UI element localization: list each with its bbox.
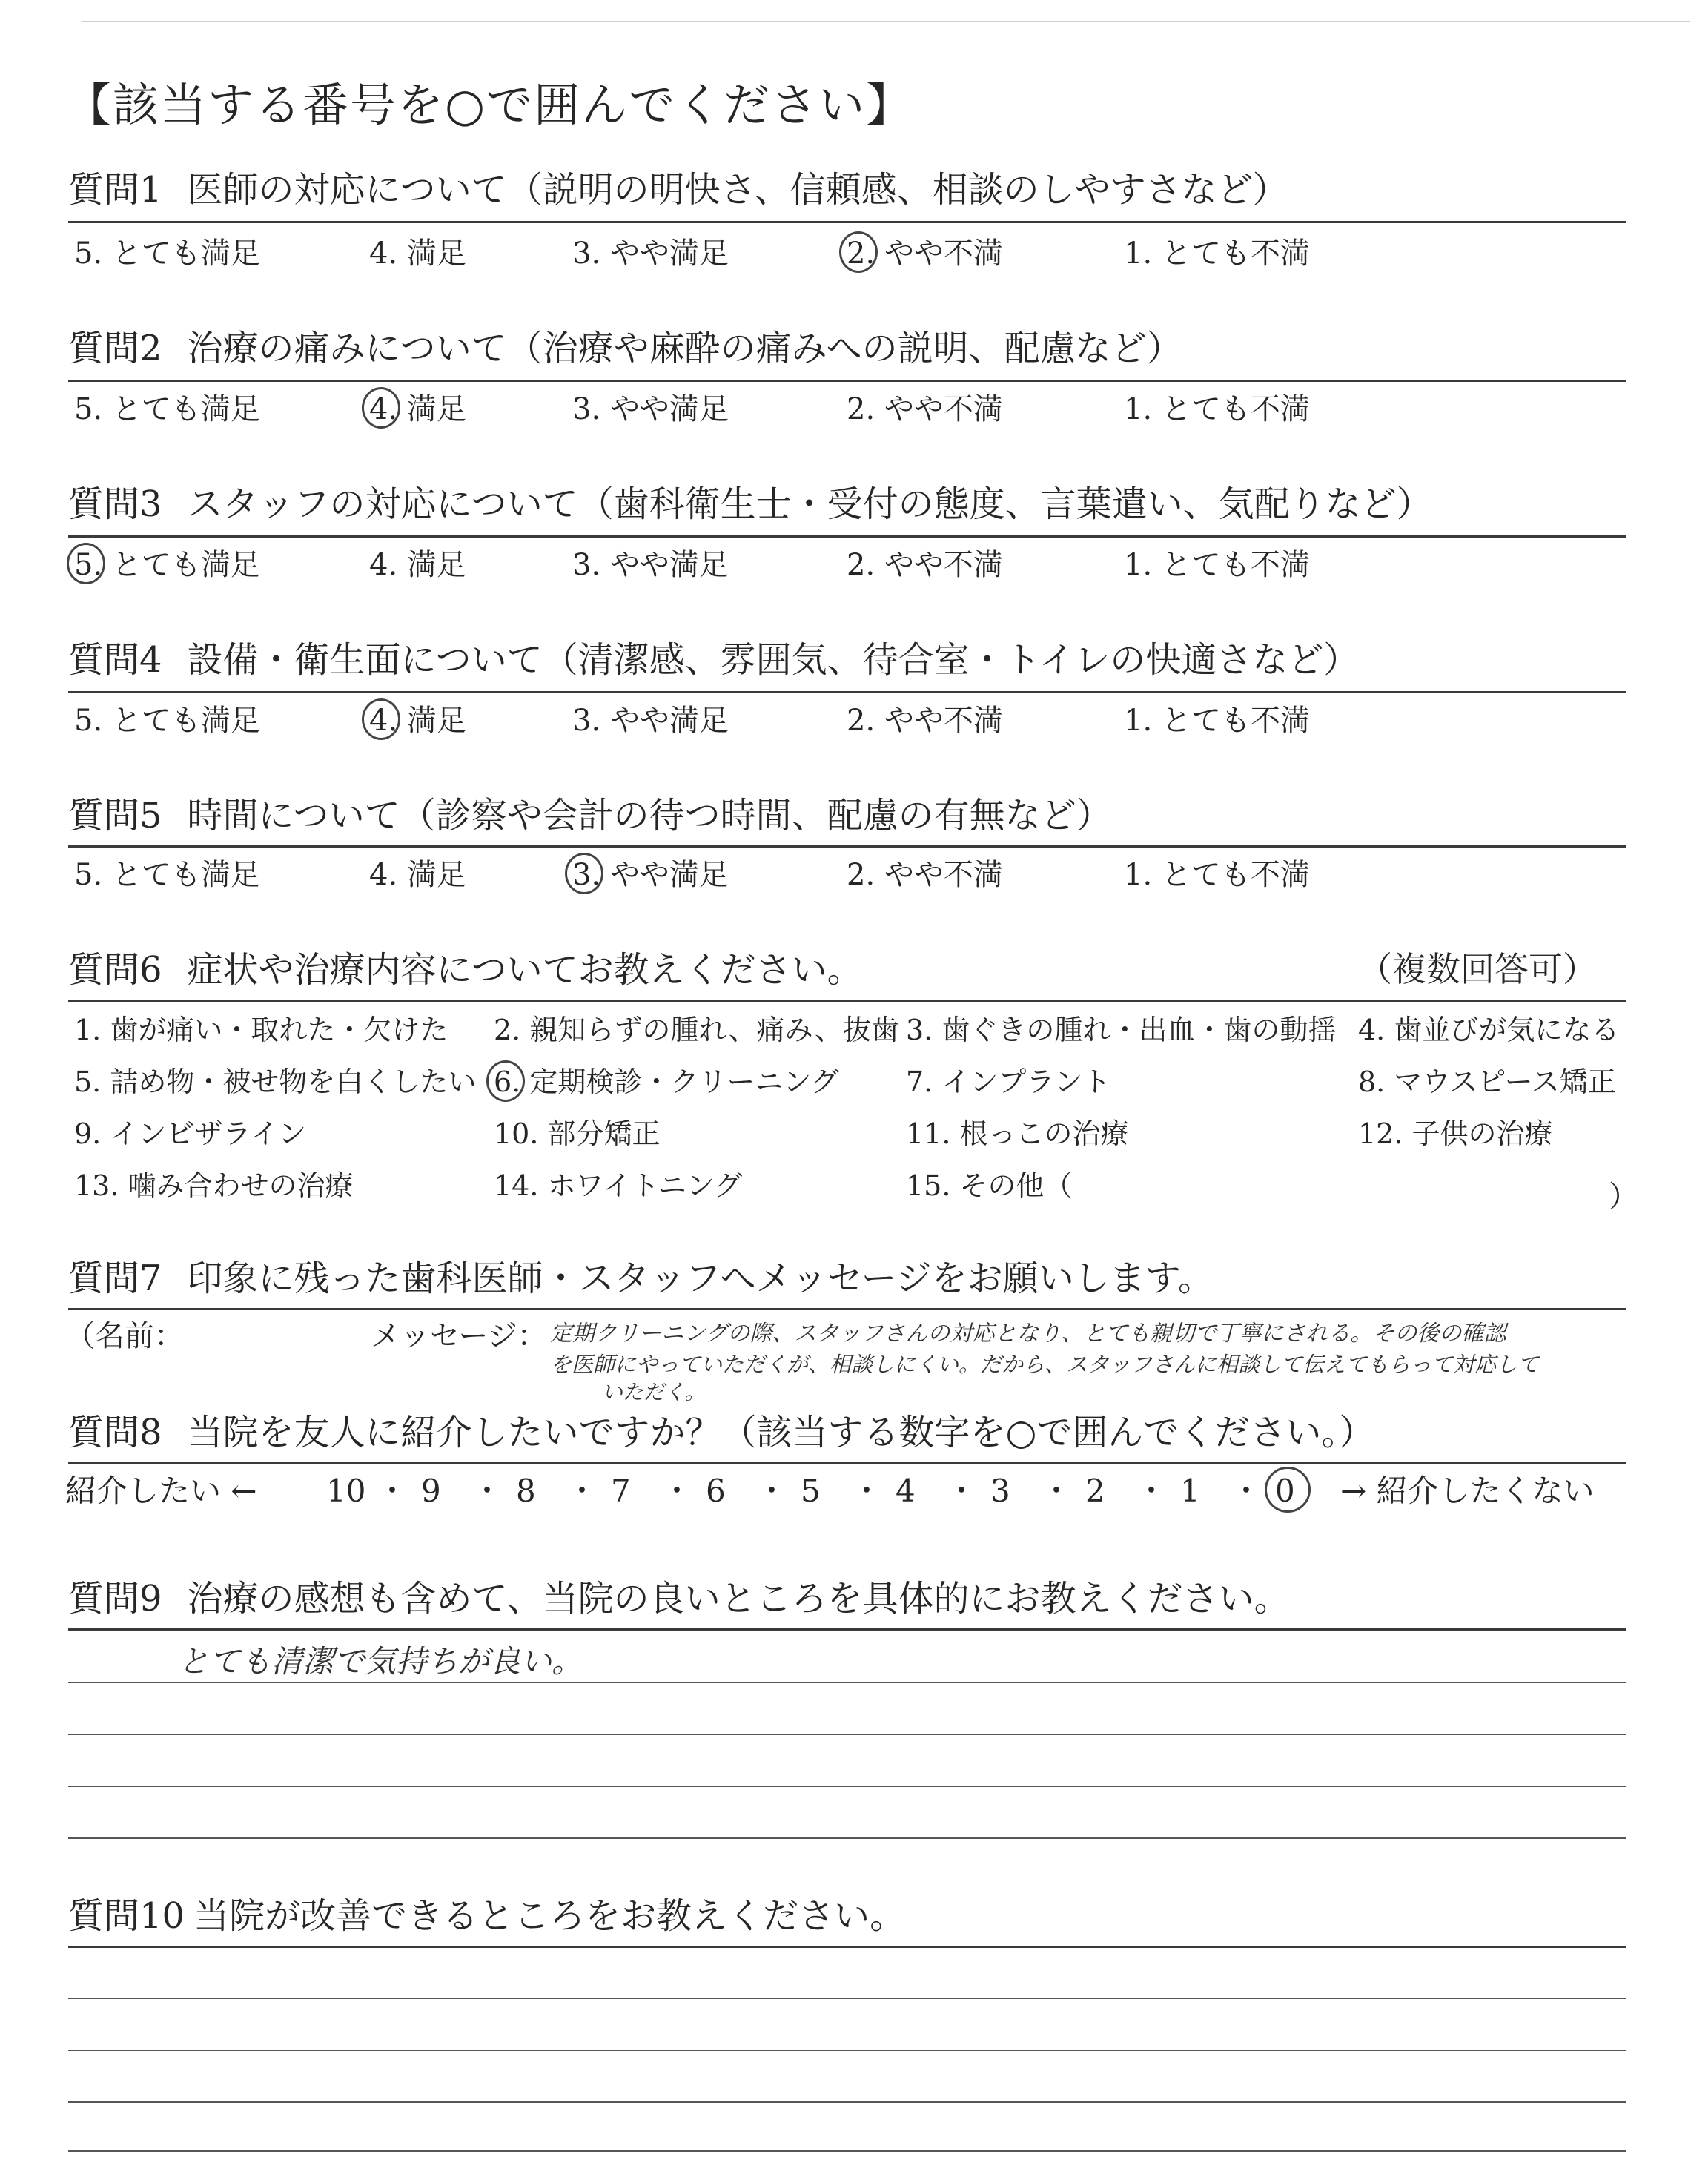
q6-option-2[interactable]: 2. 親知らずの腫れ、痛み、抜歯 [494, 1014, 899, 1046]
writing-line [68, 1837, 1626, 1839]
question-number: 質問3 [68, 483, 162, 525]
q3-option-4[interactable]: 4. 満足 [369, 548, 466, 582]
question-text: 症状や治療内容についてお教えください。 [187, 949, 863, 991]
q3-option-5[interactable]: 5. とても満足 [74, 550, 260, 580]
q5-option-5[interactable]: 5. とても満足 [74, 858, 260, 892]
writing-line [68, 2050, 1626, 2051]
q6-option-8[interactable]: 8. マウスピース矯正 [1358, 1066, 1616, 1098]
question-3-title [68, 483, 1432, 525]
q5-option-2[interactable]: 2. やや不満 [847, 858, 1003, 892]
scale-value-7[interactable]: 7 [611, 1473, 631, 1509]
question-number: 質問8 [68, 1412, 162, 1453]
scale-separator: ・ [1231, 1473, 1262, 1509]
answer-circle [362, 698, 400, 740]
q4-option-3[interactable]: 3. やや満足 [572, 704, 729, 738]
q3-option-3[interactable]: 3. やや満足 [572, 548, 729, 582]
q6-option-1[interactable]: 1. 歯が痛い・取れた・欠けた [74, 1014, 448, 1046]
scale-separator: ・ [661, 1473, 693, 1509]
q2-option-2[interactable]: 2. やや不満 [847, 392, 1003, 426]
q4-option-4[interactable]: 4. 満足 [369, 706, 466, 736]
handwritten-message-line-1: 定期クリーニングの際、スタッフさんの対応となり、とても親切で丁寧にされる。その後の確認 [550, 1321, 1506, 1347]
q3-option-1[interactable]: 1. とても不満 [1124, 548, 1310, 582]
scale-separator: ・ [1041, 1473, 1073, 1509]
writing-line [68, 2101, 1626, 2103]
scale-separator: ・ [946, 1473, 978, 1509]
q1-option-3[interactable]: 3. やや満足 [572, 237, 729, 271]
q1-option-2[interactable]: 2. やや不満 [847, 239, 1003, 268]
scale-separator: ・ [566, 1473, 598, 1509]
writing-line [68, 1682, 1626, 1683]
question-text: 設備・衛生面について（清潔感、雰囲気、待合室・トイレの快適さなど） [187, 639, 1360, 681]
writing-line [68, 1786, 1626, 1787]
scale-separator: ・ [471, 1473, 503, 1509]
question-text: 時間について（診察や会計の待つ時間、配慮の有無など） [187, 795, 1112, 836]
q4-option-2[interactable]: 2. やや不満 [847, 704, 1003, 738]
question-rule [68, 691, 1626, 693]
q4-option-1[interactable]: 1. とても不満 [1124, 704, 1310, 738]
name-label: （名前： [65, 1319, 184, 1353]
question-text: 治療の痛みについて（治療や麻酔の痛みへの説明、配慮など） [187, 328, 1182, 369]
question-10-title [68, 1895, 906, 1937]
question-text: 当院が改善できるところをお教えください。 [193, 1895, 906, 1937]
message-label: メッセージ： [371, 1319, 547, 1353]
question-1-title [68, 169, 1288, 211]
question-text: 当院を友人に紹介したいですか？（該当する数字を○で囲んでください。） [187, 1412, 1375, 1453]
handwritten-good-points: とても清潔で気持ちが良い。 [178, 1643, 583, 1680]
question-rule [68, 845, 1626, 848]
answer-circle [486, 1060, 525, 1102]
scale-separator: ・ [1136, 1473, 1168, 1509]
scale-value-4[interactable]: 4 [896, 1473, 916, 1509]
scale-separator: ・ [851, 1473, 883, 1509]
question-7-title [68, 1258, 1214, 1299]
q6-option-9[interactable]: 9. インビザライン [74, 1117, 307, 1150]
question-rule [68, 221, 1626, 223]
question-number: 質問4 [68, 639, 162, 681]
question-text: 医師の対応について（説明の明快さ、信頼感、相談のしやすさなど） [187, 169, 1288, 211]
q2-option-5[interactable]: 5. とても満足 [74, 392, 260, 426]
question-rule [68, 535, 1626, 538]
answer-circle [839, 231, 878, 273]
question-number: 質問1 [68, 169, 162, 211]
recommend-right-label: → 紹介したくない [1340, 1473, 1595, 1509]
other-close-paren: ） [1609, 1180, 1638, 1214]
question-8-title [68, 1412, 1375, 1453]
q2-option-4[interactable]: 4. 満足 [369, 394, 466, 424]
scale-value-5[interactable]: 5 [801, 1473, 821, 1509]
question-rule [68, 1628, 1626, 1631]
answer-circle [67, 543, 105, 584]
form-header: 【該当する番号を○で囲んでください】 [65, 78, 914, 132]
question-text: 治療の感想も含めて、当院の良いところを具体的にお教えください。 [187, 1578, 1290, 1619]
question-number: 質問5 [68, 795, 162, 836]
q5-option-3[interactable]: 3. やや満足 [572, 860, 729, 890]
q5-option-4[interactable]: 4. 満足 [369, 858, 466, 892]
question-4-title [68, 639, 1360, 681]
writing-line [68, 1734, 1626, 1735]
scale-separator: ・ [377, 1473, 408, 1509]
scale-value-3[interactable]: 3 [990, 1473, 1010, 1509]
q6-option-11[interactable]: 11. 根っこの治療 [906, 1117, 1129, 1150]
question-rule [68, 1308, 1626, 1310]
question-rule [68, 1946, 1626, 1948]
answer-circle [1265, 1467, 1311, 1513]
q6-option-13[interactable]: 13. 噛み合わせの治療 [74, 1169, 354, 1202]
q1-option-5[interactable]: 5. とても満足 [74, 237, 260, 271]
scale-value-6[interactable]: 6 [706, 1473, 726, 1509]
q5-option-1[interactable]: 1. とても不満 [1124, 858, 1310, 892]
q6-option-5[interactable]: 5. 詰め物・被せ物を白くしたい [74, 1066, 477, 1098]
question-text: 印象に残った歯科医師・スタッフへメッセージをお願いします。 [187, 1258, 1214, 1299]
q6-option-15[interactable]: 15. その他（ [906, 1169, 1073, 1202]
question-5-title [68, 795, 1112, 836]
q6-option-7[interactable]: 7. インプラント [906, 1066, 1111, 1098]
scale-value-9[interactable]: 9 [421, 1473, 441, 1509]
recommend-left-label: 紹介したい ← [65, 1473, 257, 1509]
question-text: スタッフの対応について（歯科衛生士・受付の態度、言葉遣い、気配りなど） [187, 483, 1432, 525]
q6-option-14[interactable]: 14. ホワイトニング [494, 1169, 743, 1202]
q6-option-12[interactable]: 12. 子供の治療 [1358, 1117, 1553, 1150]
q6-option-10[interactable]: 10. 部分矯正 [494, 1117, 661, 1150]
question-rule [68, 1462, 1626, 1464]
q6-option-6[interactable]: 6. 定期検診・クリーニング [494, 1068, 839, 1096]
q3-option-2[interactable]: 2. やや不満 [847, 548, 1003, 582]
scale-value-0[interactable]: 0 [1275, 1476, 1295, 1507]
answer-circle [565, 853, 603, 894]
scale-value-10[interactable]: 10 [326, 1473, 366, 1509]
question-number: 質問9 [68, 1578, 162, 1619]
question-number: 質問6 [68, 949, 162, 991]
question-6-title [68, 949, 863, 991]
scale-value-2[interactable]: 2 [1085, 1473, 1105, 1509]
q6-option-4[interactable]: 4. 歯並びが気になる [1358, 1014, 1620, 1046]
q1-option-4[interactable]: 4. 満足 [369, 237, 466, 271]
question-rule [68, 1000, 1626, 1002]
writing-line [68, 1998, 1626, 1999]
q4-option-5[interactable]: 5. とても満足 [74, 704, 260, 738]
handwritten-message-line-2: を医師にやっていただくが、相談しにくい。だから、スタッフさんに相談して伝えてもらって対応して [550, 1352, 1540, 1377]
q1-option-1[interactable]: 1. とても不満 [1124, 237, 1310, 271]
question-9-title [68, 1578, 1290, 1619]
handwritten-message-line-3: いただく。 [602, 1380, 706, 1404]
question-number: 質問7 [68, 1258, 162, 1299]
top-border [82, 21, 1690, 22]
question-2-title [68, 328, 1182, 369]
q2-option-3[interactable]: 3. やや満足 [572, 392, 729, 426]
scale-separator: ・ [756, 1473, 788, 1509]
scale-value-8[interactable]: 8 [516, 1473, 536, 1509]
question-number: 質問10 [68, 1895, 185, 1937]
scale-value-1[interactable]: 1 [1180, 1473, 1200, 1509]
q6-option-3[interactable]: 3. 歯ぐきの腫れ・出血・歯の動揺 [906, 1014, 1337, 1046]
multiple-answers-note: （複数回答可） [1358, 949, 1597, 989]
writing-line [68, 2150, 1626, 2152]
answer-circle [362, 387, 400, 429]
question-rule [68, 380, 1626, 382]
question-number: 質問2 [68, 328, 162, 369]
q2-option-1[interactable]: 1. とても不満 [1124, 392, 1310, 426]
